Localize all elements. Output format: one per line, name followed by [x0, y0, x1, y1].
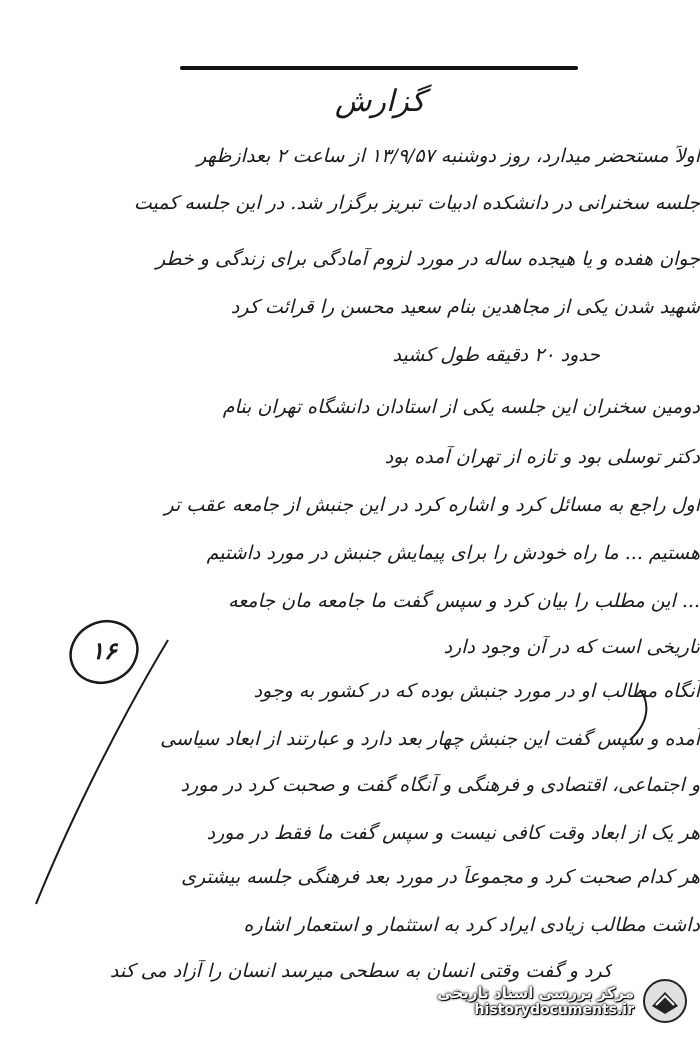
- handwritten-line: هستیم ... ما راه خودش را برای پیمایش جنبش در مورد داشتیم: [206, 542, 700, 564]
- handwritten-line: حدود ۲۰ دقیقه طول کشید: [392, 344, 600, 366]
- handwritten-line: دکتر توسلی بود و تازه از تهران آمده بود: [384, 446, 700, 468]
- watermark: [398, 975, 688, 1027]
- book-logo-icon: [642, 978, 688, 1024]
- watermark-name: مرکز بررسی اسناد تاریخی: [437, 984, 634, 1002]
- handwritten-line: هر کدام صحبت کرد و مجموعاً در مورد بعد فرهنگی جلسه بیشتری: [181, 866, 700, 888]
- handwritten-line: هر یک از ابعاد وقت کافی نیست و سپس گفت ما فقط در مورد: [206, 822, 700, 844]
- top-rule: [180, 66, 578, 70]
- handwritten-line: شهید شدن یکی از مجاهدین بنام سعید محسن را قرائت کرد: [230, 296, 700, 318]
- handwritten-line: اولاً مستحضر میدارد، روز دوشنبه ۱۳/۹/۵۷ از ساعت ۲ بعدازظهر: [197, 145, 700, 167]
- handwritten-line: آنگاه مطالب او در مورد جنبش بوده که در کشور به وجود: [253, 680, 700, 702]
- handwritten-line: دومین سخنران این جلسه یکی از استادان دانشگاه تهران بنام: [222, 396, 700, 418]
- margin-circled-number: [66, 612, 142, 692]
- handwritten-line: کرد و گفت وقتی انسان به سطحی میرسد انسان را آزاد می کند: [109, 960, 612, 982]
- handwritten-line: تاریخی است که در آن وجود دارد: [443, 636, 700, 658]
- handwritten-line: جلسه سخنرانی در دانشکده ادبیات تبریز برگزار شد. در این جلسه کمیت: [133, 192, 700, 214]
- handwritten-line: داشت مطالب زیادی ایراد کرد به استثمار و استعمار اشاره: [243, 914, 700, 936]
- handwritten-line: ... این مطلب را بیان کرد و سپس گفت ما جامعه مان جامعه: [228, 590, 700, 612]
- handwritten-line: اول راجع به مسائل کرد و اشاره کرد در این جنبش از جامعه عقب تر: [164, 494, 700, 516]
- handwritten-line: جوان هفده و یا هیجده ساله در مورد لزوم آمادگی برای زندگی و خطر: [155, 248, 700, 270]
- margin-number: ۱۶: [91, 636, 117, 665]
- handwritten-line: آمده و سپس گفت این جنبش چهار بعد دارد و عبارتند از ابعاد سیاسی: [160, 728, 700, 750]
- handwritten-line: و اجتماعی، اقتصادی و فرهنگی و آنگاه گفت و صحبت کرد در مورد: [180, 774, 700, 796]
- watermark-url: historydocuments.ir: [474, 1002, 634, 1018]
- document-title: گزارش: [334, 84, 426, 119]
